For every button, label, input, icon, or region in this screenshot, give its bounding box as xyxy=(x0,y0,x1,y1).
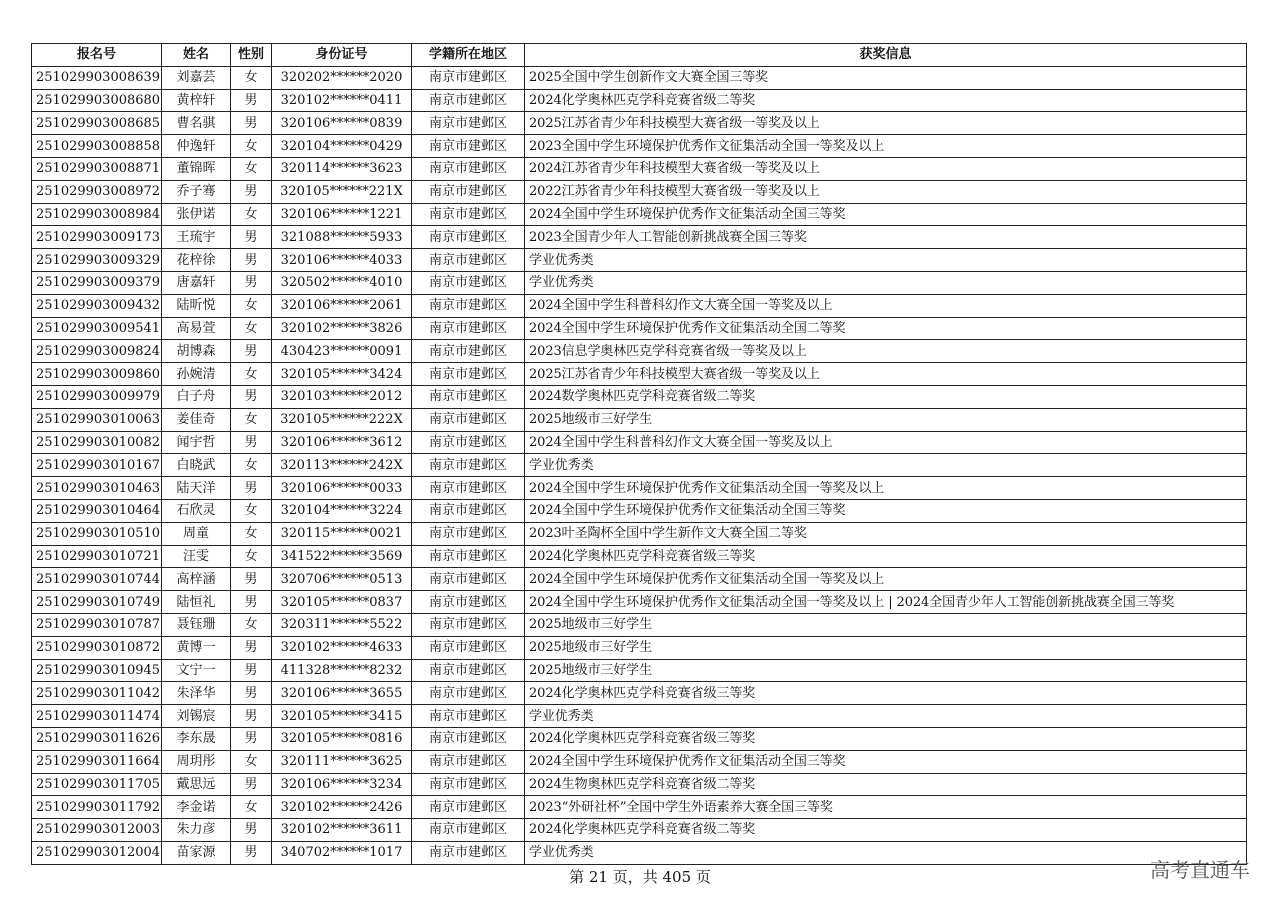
registration-no-cell: 251029903009379 xyxy=(32,271,162,294)
name-cell: 刘嘉芸 xyxy=(162,66,231,89)
region-cell: 南京市建邺区 xyxy=(412,294,525,317)
table-row xyxy=(32,89,1247,112)
table-row xyxy=(32,841,1247,864)
registration-no-cell: 251029903010063 xyxy=(32,408,162,431)
gender-cell: 男 xyxy=(231,568,272,591)
gender-cell: 女 xyxy=(231,203,272,226)
registration-no-cell: 251029903009329 xyxy=(32,249,162,272)
name-cell: 李东晟 xyxy=(162,727,231,750)
table-row xyxy=(32,659,1247,682)
registration-no-cell: 251029903010787 xyxy=(32,613,162,636)
table-row xyxy=(32,249,1247,272)
gender-cell: 女 xyxy=(231,545,272,568)
gender-cell: 男 xyxy=(231,431,272,454)
name-cell: 花梓徐 xyxy=(162,249,231,272)
award-info-cell: 2024全国中学生环境保护优秀作文征集活动全国三等奖 xyxy=(525,203,1247,226)
gender-cell: 男 xyxy=(231,727,272,750)
id-number-cell: 320103******2012 xyxy=(272,385,412,408)
award-info-cell: 2024全国中学生环境保护优秀作文征集活动全国三等奖 xyxy=(525,499,1247,522)
award-info-cell: 2022江苏省青少年科技模型大赛省级一等奖及以上 xyxy=(525,180,1247,203)
region-cell: 南京市建邺区 xyxy=(412,271,525,294)
region-cell: 南京市建邺区 xyxy=(412,545,525,568)
table-row xyxy=(32,545,1247,568)
award-info-cell: 2023全国中学生环境保护优秀作文征集活动全国一等奖及以上 xyxy=(525,135,1247,158)
id-number-cell: 320106******4033 xyxy=(272,249,412,272)
name-cell: 石欣灵 xyxy=(162,499,231,522)
name-cell: 汪雯 xyxy=(162,545,231,568)
award-info-cell: 2024全国中学生环境保护优秀作文征集活动全国一等奖及以上 xyxy=(525,477,1247,500)
table-row xyxy=(32,750,1247,773)
name-cell: 聂钰珊 xyxy=(162,613,231,636)
award-info-cell: 2024化学奥林匹克学科竞赛省级二等奖 xyxy=(525,819,1247,842)
id-number-cell: 320104******0429 xyxy=(272,135,412,158)
region-cell: 南京市建邺区 xyxy=(412,659,525,682)
award-info-cell: 2024全国中学生科普科幻作文大赛全国一等奖及以上 xyxy=(525,294,1247,317)
name-cell: 朱力彦 xyxy=(162,819,231,842)
table-row xyxy=(32,408,1247,431)
award-info-cell: 2024江苏省青少年科技模型大赛省级一等奖及以上 xyxy=(525,157,1247,180)
table-row xyxy=(32,385,1247,408)
award-info-cell: 2025地级市三好学生 xyxy=(525,659,1247,682)
id-number-cell: 320114******3623 xyxy=(272,157,412,180)
region-cell: 南京市建邺区 xyxy=(412,363,525,386)
name-cell: 李金诺 xyxy=(162,796,231,819)
header-gender: 性别 xyxy=(231,44,272,67)
region-cell: 南京市建邺区 xyxy=(412,477,525,500)
gender-cell: 女 xyxy=(231,66,272,89)
id-number-cell: 341522******3569 xyxy=(272,545,412,568)
gender-cell: 男 xyxy=(231,271,272,294)
registration-no-cell: 251029903011474 xyxy=(32,705,162,728)
id-number-cell: 320113******242X xyxy=(272,454,412,477)
award-info-cell: 2024化学奥林匹克学科竞赛省级三等奖 xyxy=(525,545,1247,568)
id-number-cell: 320106******1221 xyxy=(272,203,412,226)
gender-cell: 男 xyxy=(231,636,272,659)
registration-no-cell: 251029903012004 xyxy=(32,841,162,864)
name-cell: 文宁一 xyxy=(162,659,231,682)
registration-no-cell: 251029903009860 xyxy=(32,363,162,386)
region-cell: 南京市建邺区 xyxy=(412,841,525,864)
region-cell: 南京市建邺区 xyxy=(412,568,525,591)
gender-cell: 女 xyxy=(231,363,272,386)
region-cell: 南京市建邺区 xyxy=(412,180,525,203)
id-number-cell: 320706******0513 xyxy=(272,568,412,591)
name-cell: 刘锡宸 xyxy=(162,705,231,728)
id-number-cell: 320106******0839 xyxy=(272,112,412,135)
award-info-cell: 2023叶圣陶杯全国中学生新作文大赛全国二等奖 xyxy=(525,522,1247,545)
table-row xyxy=(32,135,1247,158)
gender-cell: 男 xyxy=(231,385,272,408)
award-info-cell: 2024全国中学生科普科幻作文大赛全国一等奖及以上 xyxy=(525,431,1247,454)
region-cell: 南京市建邺区 xyxy=(412,249,525,272)
id-number-cell: 320106******2061 xyxy=(272,294,412,317)
table-row xyxy=(32,454,1247,477)
table-row xyxy=(32,226,1247,249)
award-info-cell: 学业优秀类 xyxy=(525,249,1247,272)
registration-no-cell: 251029903011664 xyxy=(32,750,162,773)
registration-no-cell: 251029903010463 xyxy=(32,477,162,500)
name-cell: 张伊诺 xyxy=(162,203,231,226)
region-cell: 南京市建邺区 xyxy=(412,454,525,477)
watermark-logo-text: 高考直通车 xyxy=(1150,858,1250,882)
region-cell: 南京市建邺区 xyxy=(412,819,525,842)
award-info-cell: 2024全国中学生环境保护优秀作文征集活动全国三等奖 xyxy=(525,750,1247,773)
region-cell: 南京市建邺区 xyxy=(412,727,525,750)
award-info-cell: 2025地级市三好学生 xyxy=(525,613,1247,636)
registration-no-cell: 251029903009432 xyxy=(32,294,162,317)
registration-no-cell: 251029903010749 xyxy=(32,591,162,614)
registration-no-cell: 251029903011705 xyxy=(32,773,162,796)
region-cell: 南京市建邺区 xyxy=(412,499,525,522)
id-number-cell: 320102******0411 xyxy=(272,89,412,112)
gender-cell: 女 xyxy=(231,408,272,431)
registration-no-cell: 251029903011042 xyxy=(32,682,162,705)
id-number-cell: 320102******3611 xyxy=(272,819,412,842)
award-info-cell: 2025江苏省青少年科技模型大赛省级一等奖及以上 xyxy=(525,112,1247,135)
name-cell: 白晓武 xyxy=(162,454,231,477)
table-row xyxy=(32,705,1247,728)
name-cell: 陆恒礼 xyxy=(162,591,231,614)
id-number-cell: 320106******3612 xyxy=(272,431,412,454)
table-row xyxy=(32,796,1247,819)
gender-cell: 男 xyxy=(231,591,272,614)
region-cell: 南京市建邺区 xyxy=(412,226,525,249)
table-row xyxy=(32,613,1247,636)
region-cell: 南京市建邺区 xyxy=(412,157,525,180)
award-info-cell: 2023“外研社杯”全国中学生外语素养大赛全国三等奖 xyxy=(525,796,1247,819)
name-cell: 陆天洋 xyxy=(162,477,231,500)
registration-no-cell: 251029903008858 xyxy=(32,135,162,158)
region-cell: 南京市建邺区 xyxy=(412,317,525,340)
gender-cell: 男 xyxy=(231,340,272,363)
id-number-cell: 320102******3826 xyxy=(272,317,412,340)
award-info-cell: 2023信息学奥林匹克学科竞赛省级一等奖及以上 xyxy=(525,340,1247,363)
registration-no-cell: 251029903012003 xyxy=(32,819,162,842)
table-row xyxy=(32,157,1247,180)
name-cell: 陆昕悦 xyxy=(162,294,231,317)
name-cell: 曹名骐 xyxy=(162,112,231,135)
table-body xyxy=(32,66,1247,864)
registration-no-cell: 251029903009824 xyxy=(32,340,162,363)
name-cell: 闻宇哲 xyxy=(162,431,231,454)
header-name: 姓名 xyxy=(162,44,231,67)
registration-no-cell: 251029903008680 xyxy=(32,89,162,112)
award-info-cell: 2025全国中学生创新作文大赛全国三等奖 xyxy=(525,66,1247,89)
id-number-cell: 320111******3625 xyxy=(272,750,412,773)
award-info-cell: 2023全国青少年人工智能创新挑战赛全国三等奖 xyxy=(525,226,1247,249)
table-row xyxy=(32,819,1247,842)
registration-no-cell: 251029903010945 xyxy=(32,659,162,682)
region-cell: 南京市建邺区 xyxy=(412,340,525,363)
name-cell: 董锦晖 xyxy=(162,157,231,180)
award-info-cell: 学业优秀类 xyxy=(525,705,1247,728)
gender-cell: 女 xyxy=(231,613,272,636)
table-row xyxy=(32,112,1247,135)
id-number-cell: 320105******3424 xyxy=(272,363,412,386)
region-cell: 南京市建邺区 xyxy=(412,682,525,705)
id-number-cell: 320106******3234 xyxy=(272,773,412,796)
registration-no-cell: 251029903008639 xyxy=(32,66,162,89)
registration-no-cell: 251029903010510 xyxy=(32,522,162,545)
id-number-cell: 320105******0837 xyxy=(272,591,412,614)
region-cell: 南京市建邺区 xyxy=(412,796,525,819)
gender-cell: 女 xyxy=(231,750,272,773)
award-info-cell: 2024全国中学生环境保护优秀作文征集活动全国一等奖及以上 xyxy=(525,568,1247,591)
gender-cell: 男 xyxy=(231,773,272,796)
award-info-cell: 2024全国中学生环境保护优秀作文征集活动全国一等奖及以上 | 2024全国青少年人工智能创新挑战赛全国三等奖 xyxy=(525,591,1247,614)
id-number-cell: 320102******2426 xyxy=(272,796,412,819)
id-number-cell: 320202******2020 xyxy=(272,66,412,89)
registration-no-cell: 251029903008984 xyxy=(32,203,162,226)
region-cell: 南京市建邺区 xyxy=(412,385,525,408)
region-cell: 南京市建邺区 xyxy=(412,408,525,431)
table-row xyxy=(32,271,1247,294)
gender-cell: 男 xyxy=(231,180,272,203)
table-row xyxy=(32,499,1247,522)
registration-no-cell: 251029903008871 xyxy=(32,157,162,180)
award-info-cell: 2024生物奥林匹克学科竞赛省级二等奖 xyxy=(525,773,1247,796)
gender-cell: 女 xyxy=(231,317,272,340)
table-row xyxy=(32,317,1247,340)
region-cell: 南京市建邺区 xyxy=(412,750,525,773)
region-cell: 南京市建邺区 xyxy=(412,591,525,614)
id-number-cell: 430423******0091 xyxy=(272,340,412,363)
name-cell: 姜佳奇 xyxy=(162,408,231,431)
region-cell: 南京市建邺区 xyxy=(412,89,525,112)
name-cell: 苗家源 xyxy=(162,841,231,864)
header-award-info: 获奖信息 xyxy=(525,44,1247,67)
table-row xyxy=(32,568,1247,591)
gender-cell: 女 xyxy=(231,454,272,477)
table-row xyxy=(32,522,1247,545)
id-number-cell: 340702******1017 xyxy=(272,841,412,864)
header-region: 学籍所在地区 xyxy=(412,44,525,67)
name-cell: 乔子骞 xyxy=(162,180,231,203)
region-cell: 南京市建邺区 xyxy=(412,773,525,796)
name-cell: 胡博森 xyxy=(162,340,231,363)
table-row xyxy=(32,363,1247,386)
name-cell: 戴思远 xyxy=(162,773,231,796)
id-number-cell: 320106******3655 xyxy=(272,682,412,705)
name-cell: 黄梓轩 xyxy=(162,89,231,112)
region-cell: 南京市建邺区 xyxy=(412,431,525,454)
award-info-cell: 学业优秀类 xyxy=(525,454,1247,477)
id-number-cell: 320106******0033 xyxy=(272,477,412,500)
gender-cell: 男 xyxy=(231,112,272,135)
id-number-cell: 411328******8232 xyxy=(272,659,412,682)
award-info-cell: 2024化学奥林匹克学科竞赛省级三等奖 xyxy=(525,682,1247,705)
table-row xyxy=(32,180,1247,203)
name-cell: 孙婉清 xyxy=(162,363,231,386)
award-info-cell: 学业优秀类 xyxy=(525,841,1247,864)
id-number-cell: 320502******4010 xyxy=(272,271,412,294)
name-cell: 王琉宇 xyxy=(162,226,231,249)
id-number-cell: 320105******3415 xyxy=(272,705,412,728)
award-info-cell: 2025地级市三好学生 xyxy=(525,636,1247,659)
name-cell: 周玥彤 xyxy=(162,750,231,773)
registration-no-cell: 251029903009979 xyxy=(32,385,162,408)
gender-cell: 男 xyxy=(231,819,272,842)
id-number-cell: 320311******5522 xyxy=(272,613,412,636)
gender-cell: 男 xyxy=(231,841,272,864)
registration-no-cell: 251029903010872 xyxy=(32,636,162,659)
table-row xyxy=(32,477,1247,500)
gender-cell: 男 xyxy=(231,705,272,728)
region-cell: 南京市建邺区 xyxy=(412,613,525,636)
id-number-cell: 321088******5933 xyxy=(272,226,412,249)
region-cell: 南京市建邺区 xyxy=(412,66,525,89)
award-info-cell: 2024数学奥林匹克学科竞赛省级二等奖 xyxy=(525,385,1247,408)
name-cell: 黄博一 xyxy=(162,636,231,659)
table-row xyxy=(32,66,1247,89)
award-info-cell: 2024全国中学生环境保护优秀作文征集活动全国二等奖 xyxy=(525,317,1247,340)
gender-cell: 男 xyxy=(231,682,272,705)
gender-cell: 男 xyxy=(231,249,272,272)
award-info-cell: 学业优秀类 xyxy=(525,271,1247,294)
gender-cell: 男 xyxy=(231,477,272,500)
registration-no-cell: 251029903010721 xyxy=(32,545,162,568)
table-row xyxy=(32,636,1247,659)
registration-no-cell: 251029903009173 xyxy=(32,226,162,249)
name-cell: 高易萱 xyxy=(162,317,231,340)
table-row xyxy=(32,431,1247,454)
name-cell: 白子舟 xyxy=(162,385,231,408)
table-row xyxy=(32,727,1247,750)
header-id-number: 身份证号 xyxy=(272,44,412,67)
name-cell: 仲逸轩 xyxy=(162,135,231,158)
id-number-cell: 320115******0021 xyxy=(272,522,412,545)
region-cell: 南京市建邺区 xyxy=(412,135,525,158)
name-cell: 唐嘉轩 xyxy=(162,271,231,294)
table-row xyxy=(32,340,1247,363)
table-row xyxy=(32,591,1247,614)
gender-cell: 男 xyxy=(231,89,272,112)
gender-cell: 女 xyxy=(231,135,272,158)
registration-no-cell: 251029903011792 xyxy=(32,796,162,819)
page-number: 第 21 页，共 405 页 xyxy=(569,868,711,886)
award-info-cell: 2024化学奥林匹克学科竞赛省级三等奖 xyxy=(525,727,1247,750)
gender-cell: 女 xyxy=(231,157,272,180)
award-info-cell: 2025地级市三好学生 xyxy=(525,408,1247,431)
gender-cell: 女 xyxy=(231,499,272,522)
region-cell: 南京市建邺区 xyxy=(412,636,525,659)
id-number-cell: 320102******4633 xyxy=(272,636,412,659)
region-cell: 南京市建邺区 xyxy=(412,112,525,135)
registration-no-cell: 251029903009541 xyxy=(32,317,162,340)
name-cell: 周童 xyxy=(162,522,231,545)
gender-cell: 女 xyxy=(231,294,272,317)
registration-no-cell: 251029903008972 xyxy=(32,180,162,203)
registration-no-cell: 251029903010082 xyxy=(32,431,162,454)
id-number-cell: 320105******222X xyxy=(272,408,412,431)
registration-no-cell: 251029903011626 xyxy=(32,727,162,750)
registration-no-cell: 251029903010464 xyxy=(32,499,162,522)
award-info-cell: 2025江苏省青少年科技模型大赛省级一等奖及以上 xyxy=(525,363,1247,386)
region-cell: 南京市建邺区 xyxy=(412,203,525,226)
award-roster-table xyxy=(31,43,1247,865)
registration-no-cell: 251029903008685 xyxy=(32,112,162,135)
name-cell: 高梓涵 xyxy=(162,568,231,591)
gender-cell: 女 xyxy=(231,522,272,545)
name-cell: 朱泽华 xyxy=(162,682,231,705)
gender-cell: 男 xyxy=(231,226,272,249)
gender-cell: 女 xyxy=(231,796,272,819)
table-row xyxy=(32,682,1247,705)
region-cell: 南京市建邺区 xyxy=(412,522,525,545)
region-cell: 南京市建邺区 xyxy=(412,705,525,728)
table-header-row xyxy=(32,44,1247,67)
id-number-cell: 320105******0816 xyxy=(272,727,412,750)
gender-cell: 男 xyxy=(231,659,272,682)
id-number-cell: 320105******221X xyxy=(272,180,412,203)
header-registration-no: 报名号 xyxy=(32,44,162,67)
registration-no-cell: 251029903010167 xyxy=(32,454,162,477)
table-row xyxy=(32,294,1247,317)
table-row xyxy=(32,773,1247,796)
registration-no-cell: 251029903010744 xyxy=(32,568,162,591)
award-info-cell: 2024化学奥林匹克学科竞赛省级二等奖 xyxy=(525,89,1247,112)
table-row xyxy=(32,203,1247,226)
id-number-cell: 320104******3224 xyxy=(272,499,412,522)
